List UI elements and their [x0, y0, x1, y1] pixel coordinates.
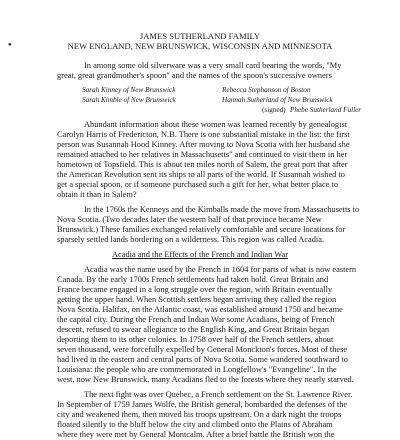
- p1-line: obtain it than in Salem?: [57, 190, 137, 199]
- p3-line: getting the upper hand. When Scottish settlers began arriving they called the region: [57, 295, 337, 304]
- owner-left-2: Sarah Kimble of New Brunswick: [82, 96, 176, 104]
- signed-name: Phebe Sutherland Fuller: [290, 106, 362, 114]
- signed-label: (signed): [262, 106, 286, 114]
- intro-line-1: In among some old silverware was a very small card bearing the words, "My: [84, 61, 342, 70]
- margin-dot: ●: [8, 42, 12, 48]
- p3-line: seven thousand, were forcefully expelled by General Monckton's forces. Most of these: [57, 345, 348, 354]
- p1-line: get a special spoon, or if someone purchased such a gift for her, what better place to: [57, 180, 339, 189]
- document-subtitle: NEW ENGLAND, NEW BRUNSWICK, WISCONSIN AND MINNESOTA: [67, 41, 333, 51]
- owner-right-1: Rebecca Stephanson of Boston: [222, 86, 311, 94]
- p4-line: In September of 1759 James Wolfe, the British general, bombarded the defenses of the: [57, 400, 348, 409]
- p3-line: the capital city. During the French and Indian War some Acadians, being of French: [57, 315, 335, 324]
- p3-line: France became engaged in a long struggle over the region, with Britain eventually: [57, 285, 333, 294]
- p3-line: Canada. By the early 1700s French settlements had taken hold. Great Britain and: [57, 275, 329, 284]
- document-title: JAMES SUTHERLAND FAMILY: [139, 31, 261, 41]
- p3-line: Nova Scotia. Halifax, on the Atlantic coast, was established around 1750 and became: [57, 305, 343, 314]
- owner-left-1: Sarah Kinney of New Brunswick: [82, 86, 176, 94]
- p3-line: Acadia was the name used by the French in 1604 for parts of what is now eastern: [84, 265, 357, 274]
- p4-line: The next fight was over Quebec, a French settlement on the St. Lawrence River.: [84, 390, 353, 399]
- p1-line: hometown of Topsfield. This is about ten miles north of Salem, the great port that after: [57, 160, 348, 169]
- p1-line: the American Revolution sent its ships to all parts of the world. If Susannah wished to: [57, 170, 345, 179]
- p4-line: city and weakened them, then moved his troops upstream. On a dark night the troops: [57, 410, 342, 419]
- p3-line: Louisiana: the people who are commemorated in Longfellow's "Evangeline". In the: [57, 365, 337, 374]
- p1-line: person was Susannah Hood Kinney. After moving to Nova Scotia with her husband she: [57, 140, 350, 149]
- p3-line: west, now New Brunswick, many Acadians fled to the forests where they nearly starved.: [57, 375, 354, 384]
- p4-line: where they were met by General Montcalm. After a brief battle the British won the: [57, 430, 335, 439]
- intro-line-2: great, great grandmother's spoon" and the names of the spoon's successive owners: [57, 71, 332, 80]
- p1-line: Abundant information about these women was learned recently by genealogist: [84, 120, 348, 129]
- p4-line: floated silently to the bluff below the city and climbed onto the Plains of Abraham: [57, 420, 333, 429]
- p2-line: Nova Scotia. (Two decades later the western half of that province became New: [57, 215, 322, 224]
- p1-line: Carolyn Harris of Fredericton, N.B. There is one substantial mistake in the list: the first: [57, 130, 350, 139]
- p2-line: sparsely settled lands bordering on a wilderness. This region was called Acadia.: [57, 235, 325, 244]
- p2-line: In the 1760s the Kenneys and the Kimballs made the move from Massachusetts to: [84, 205, 360, 214]
- p3-line: had lived in the eastern and central parts of Nova Scotia. Some wandered southward to: [57, 355, 348, 364]
- p3-line: descent, refused to swear allegiance to the English King, and Great Britain began: [57, 325, 330, 334]
- section-heading: Acadia and the Effects of the French and Indian War: [112, 250, 288, 259]
- p1-line: remained attached to her relatives in Massachusetts" and continued to visit them in her: [57, 150, 348, 159]
- owner-right-2: Hannah Sutherland of New Brunswick: [222, 96, 333, 104]
- p2-line: Brunswick.) These families exchanged relatively comfortable and secure locations for: [57, 225, 346, 234]
- p3-line: deporting them to its other colonies. In 1758 over half of the French settlers, about: [57, 335, 334, 344]
